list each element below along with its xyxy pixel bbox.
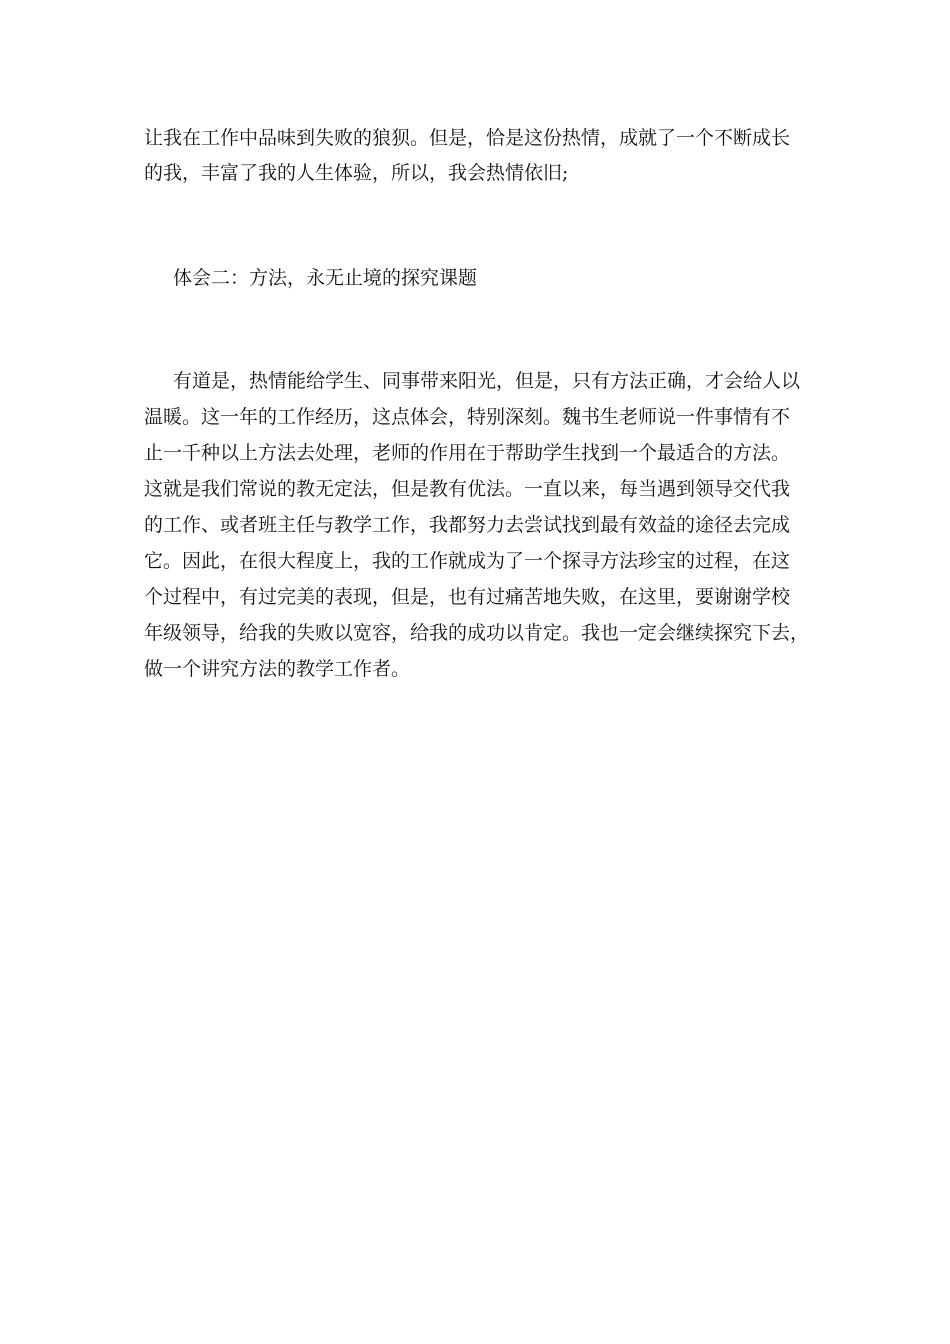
- paragraph-line: 温暖。这一年的工作经历，这点体会，特别深刻。魏书生老师说一件事情有不: [144, 406, 791, 428]
- paragraph-line: 的工作、或者班主任与教学工作，我都努力去尝试找到最有效益的途径去完成: [144, 514, 791, 536]
- paragraph-line: 止一千种以上方法去处理，老师的作用在于帮助学生找到一个最适合的方法。: [144, 442, 791, 464]
- paragraph-line: 做一个讲究方法的教学工作者。: [144, 658, 411, 680]
- paragraph-line: 有道是，热情能给学生、同事带来阳光，但是，只有方法正确，才会给人以: [173, 370, 801, 392]
- section-heading: 体会二：方法，永无止境的探究课题: [173, 267, 478, 289]
- paragraph-line: 的我，丰富了我的人生体验，所以，我会热情依旧;: [144, 162, 569, 184]
- paragraph-line: 这就是我们常说的教无定法，但是教有优法。一直以来，每当遇到领导交代我: [144, 478, 791, 500]
- paragraph-line: 它。因此，在很大程度上，我的工作就成为了一个探寻方法珍宝的过程，在这: [144, 550, 791, 572]
- paragraph-line: 年级领导，给我的失败以宽容，给我的成功以肯定。我也一定会继续探究下去，: [144, 622, 810, 644]
- paragraph-line: 让我在工作中品味到失败的狼狈。但是，恰是这份热情，成就了一个不断成长: [144, 127, 791, 149]
- paragraph-line: 个过程中，有过完美的表现，但是，也有过痛苦地失败，在这里，要谢谢学校: [144, 586, 791, 608]
